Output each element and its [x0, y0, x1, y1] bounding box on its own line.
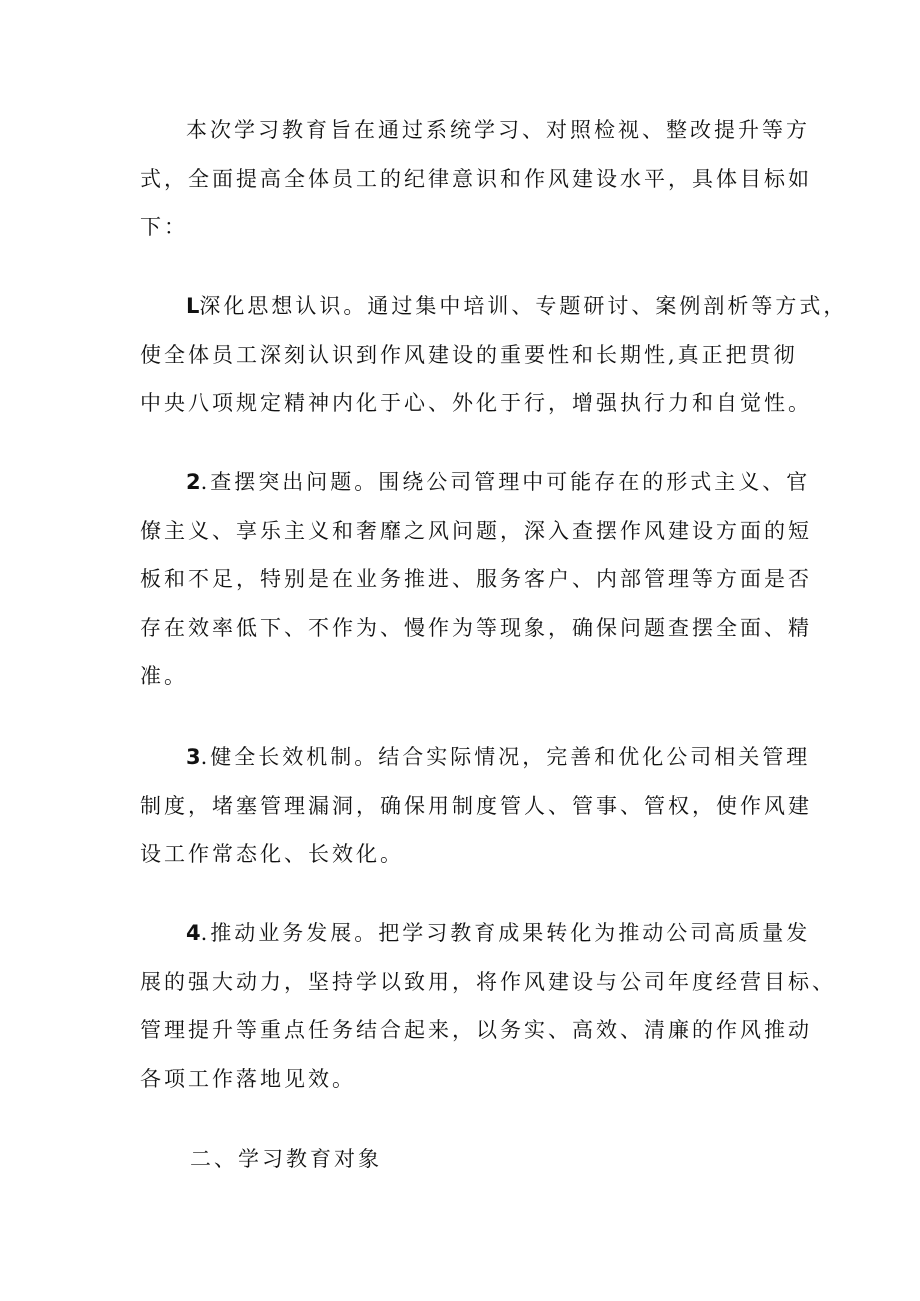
- goal-item-number: 3: [186, 745, 201, 769]
- goal-item-number: 2: [186, 470, 201, 494]
- goal-item-4-first-line: [186, 918, 810, 948]
- goal-item-3-first-line: [186, 742, 810, 772]
- goal-item-line: 管理提升等重点任务结合起来，以务实、高效、清廉的作风推动: [140, 1018, 812, 1042]
- intro-line: 本次学习教育旨在通过系统学习、对照检视、整改提升等方: [186, 118, 810, 142]
- goal-item-line: 使全体员工深刻认识到作风建设的重要性和长期性,真正把贯彻: [140, 343, 798, 367]
- goal-item-line: 各项工作落地见效。: [140, 1067, 356, 1091]
- goal-item-text: 深化思想认识。通过集中培训、专题研讨、案例剖析等方式，: [199, 294, 848, 318]
- goal-item-number: L: [186, 294, 200, 318]
- section-heading: 二、学习教育对象: [190, 1147, 382, 1171]
- goal-item-line: 设工作常态化、长效化。: [140, 842, 404, 866]
- intro-line: 式，全面提高全体员工的纪律意识和作风建设水平，具体目标如: [140, 167, 812, 191]
- goal-item-line: 板和不足，特别是在业务推进、服务客户、内部管理等方面是否: [140, 567, 812, 591]
- goal-item-line: 中央八项规定精神内化于心、外化于行，增强执行力和自觉性。: [140, 391, 812, 415]
- goal-item-1-first-line: [186, 291, 847, 321]
- goal-item-line: 准。: [140, 664, 188, 688]
- goal-item-text: .健全长效机制。结合实际情况，完善和优化公司相关管理: [200, 745, 811, 769]
- goal-item-number: 4: [186, 921, 201, 945]
- goal-item-line: 展的强大动力，坚持学以致用，将作风建设与公司年度经营目标、: [140, 970, 836, 994]
- goal-item-text: .推动业务发展。把学习教育成果转化为推动公司高质量发: [200, 921, 811, 945]
- goal-item-text: .查摆突出问题。围绕公司管理中可能存在的形式主义、官: [200, 470, 811, 494]
- goal-item-line: 存在效率低下、不作为、慢作为等现象，确保问题查摆全面、精: [140, 616, 812, 640]
- goal-item-2-first-line: [186, 467, 810, 497]
- goal-item-line: 制度，堵塞管理漏洞，确保用制度管人、管事、管权，使作风建: [140, 794, 812, 818]
- intro-line: 下：: [140, 215, 188, 239]
- goal-item-line: 僚主义、享乐主义和奢靡之风问题，深入查摆作风建设方面的短: [140, 519, 812, 543]
